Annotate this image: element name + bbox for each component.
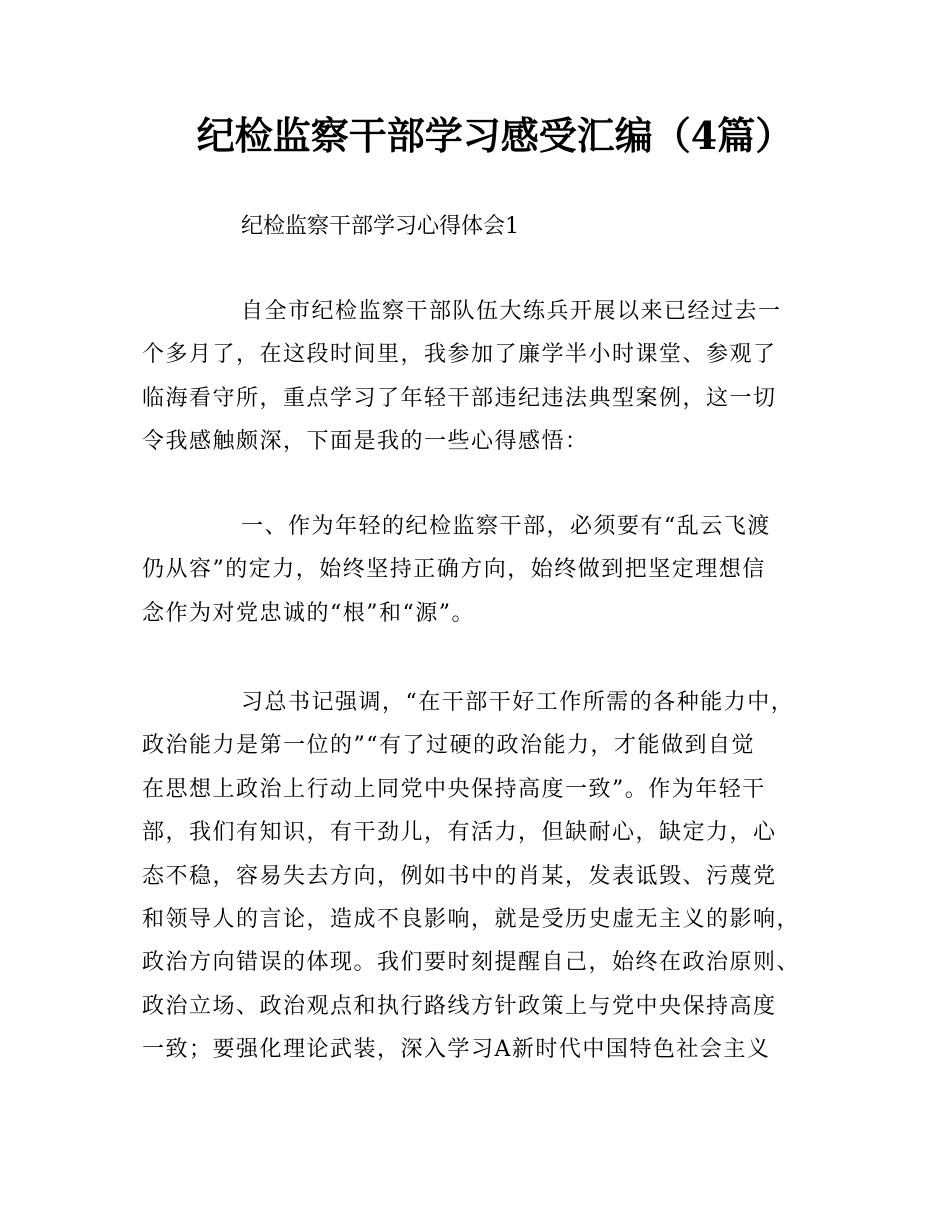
paragraph-3 [142, 681, 832, 1072]
paragraph-line: 政治立场、政治观点和执行路线方针政策上与党中央保持高度 [142, 993, 777, 1019]
paragraph-line: 态不稳，容易失去方向，例如书中的肖某，发表诋毁、污蔑党 [142, 863, 777, 889]
paragraph-line: 在思想上政治上行动上同党中央保持高度一致”。作为年轻干 [142, 776, 766, 802]
paragraph-line: 个多月了，在这段时间里，我参加了廉学半小时课堂、参观了 [142, 342, 777, 368]
paragraph-line: 部，我们有知识，有干劲儿，有活力，但缺耐心，缺定力，心 [142, 820, 777, 846]
paragraph-line: 一致；要强化理论武装，深入学习A新时代中国特色社会主义 [142, 1037, 771, 1063]
paragraph-line: 一、作为年轻的纪检监察干部，必须要有“乱云飞渡 [241, 514, 771, 539]
paragraph-line: 令我感触颇深，下面是我的一些心得感悟： [142, 429, 589, 455]
paragraph-line: 政治方向错误的体现。我们要时刻提醒自己，始终在政治原则、 [142, 950, 801, 976]
paragraph-2 [142, 505, 832, 635]
paragraph-line: 念作为对党忠诚的“根”和“源”。 [142, 600, 475, 626]
paragraph-line: 仍从容”的定力，始终坚持正确方向，始终做到把坚定理想信 [142, 557, 766, 583]
paragraph-line: 和领导人的言论，造成不良影响，就是受历史虚无主义的影响， [142, 907, 801, 933]
paragraph-line: 政治能力是第一位的”“有了过硬的政治能力，才能做到自觉 [142, 733, 755, 759]
paragraph-line: 自全市纪检监察干部队伍大练兵开展以来已经过去一 [241, 299, 782, 324]
paragraph-line: 临海看守所，重点学习了年轻干部违纪违法典型案例，这一切 [142, 385, 777, 411]
paragraph-line: 习总书记强调，“在干部干好工作所需的各种能力中， [241, 690, 795, 715]
section-subtitle: 纪检监察干部学习心得体会1 [241, 214, 519, 239]
paragraph-1 [142, 290, 832, 464]
document-title: 纪检监察干部学习感受汇编（4篇） [196, 113, 794, 158]
